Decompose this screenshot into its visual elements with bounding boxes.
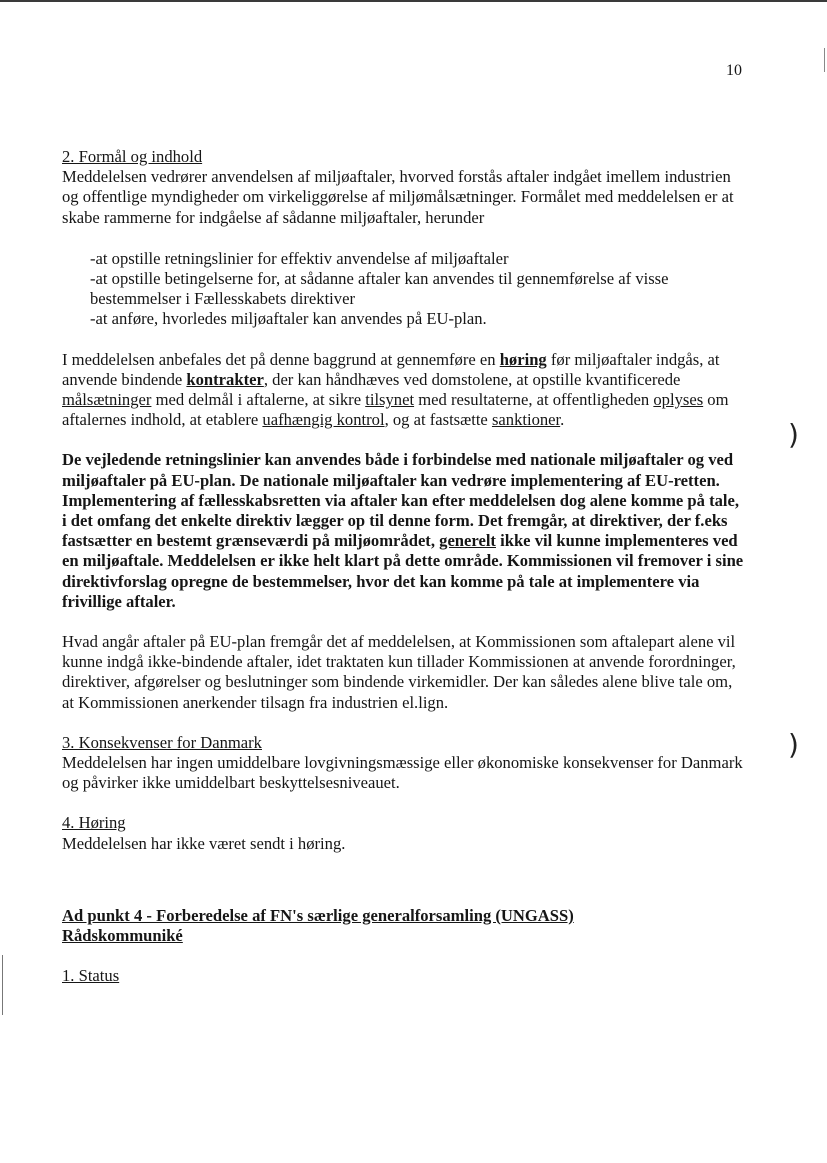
section-heading-konsekvenser: 3. Konsekvenser for Danmark	[62, 732, 262, 752]
section-heading-status: 1. Status	[62, 966, 120, 986]
agenda-item-heading: Ad punkt 4 - Forberedelse af FN's særlige generalforsamling (UNGASS) Rådskommuniké	[62, 905, 574, 946]
scan-edge-mark	[824, 48, 825, 72]
eu-plan-paragraph: Hvad angår aftaler på EU-plan fremgår det af meddelelsen, at Kommissionen som aftalepart alene vil kunne indgå ikke-bindende aftaler, idet traktaten kun tillader Kommissionen at anvende forordninger, direktiver, afgørelser og beslutninger som bindende virkemidler. Der kan således alene blive tale om, at Kommissionen anerkender tilsagn fra industrien el.lign.	[62, 632, 736, 712]
section-heading-hoering: 4. Høring	[62, 813, 126, 833]
guidelines-paragraph: De vejledende retningslinier kan anvendes både i forbindelse med nationale miljøaftaler og ved miljøaftaler på EU-plan. De nationale miljøaftaler kan vedrøre implementering af EU-retten. Implementering af fællesskabsretten via aftaler kan efter meddelelsen dog alene komme på tale, i det omfang det enkelte direktiv lægger op til denne form. Det fremgår, at direktiver, der f.eks fastsætter en bestemt grænseværdi på miljøområdet, generelt ikke vil kunne implementeres ved en miljøaftale. Meddelelsen er ikke helt klart på dette område. Kommissionen vil fremover i sine direktivforslag opregne de bestemmelser, hvor det kan komme på tale at implementere via frivillige aftaler.	[62, 450, 744, 611]
hearing-paragraph: Meddelelsen har ikke været sendt i høring.	[62, 833, 346, 853]
list-item: -at opstille betingelserne for, at sådanne aftaler kan anvendes til gennemførelse af visse bestemmelser i Fællesskabets direktiver	[90, 269, 669, 309]
document-body	[62, 147, 744, 987]
page-number: 10	[726, 62, 742, 79]
hole-punch-mark: )	[788, 418, 799, 451]
list-item: -at opstille retningslinier for effektiv anvendelse af miljøaftaler	[90, 248, 509, 268]
hole-punch-mark: )	[788, 728, 799, 761]
section-heading-formaal: 2. Formål og indhold	[62, 147, 203, 166]
consequences-paragraph: Meddelelsen har ingen umiddelbare lovgivningsmæssige eller økonomiske konsekvenser for Danmark og påvirker ikke umiddelbart beskyttelsesniveauet.	[62, 753, 743, 793]
section-intro-paragraph: Meddelelsen vedrører anvendelsen af miljøaftaler, hvorved forstås aftaler indgået imellem industrien og offentlige myndigheder om virkeliggørelse af miljømålsætninger. Formålet med meddelelsen er at skabe rammerne for indgåelse af sådanne miljøaftaler, herunder	[62, 167, 734, 227]
top-edge-line	[0, 0, 827, 2]
scan-edge-mark	[2, 955, 3, 1015]
recommendation-paragraph: I meddelelsen anbefales det på denne baggrund at gennemføre en høring før miljøaftaler indgås, at anvende bindende kontrakter, der kan håndhæves ved domstolene, at opstille kvantificerede målsætninger med delmål i aftalerne, at sikre tilsynet med resultaterne, at offentligheden oplyses om aftalernes indhold, at etablere uafhængig kontrol, og at fastsætte sanktioner.	[62, 349, 729, 430]
purpose-list	[62, 249, 744, 330]
list-item: -at anføre, hvorledes miljøaftaler kan anvendes på EU-plan.	[90, 309, 487, 329]
